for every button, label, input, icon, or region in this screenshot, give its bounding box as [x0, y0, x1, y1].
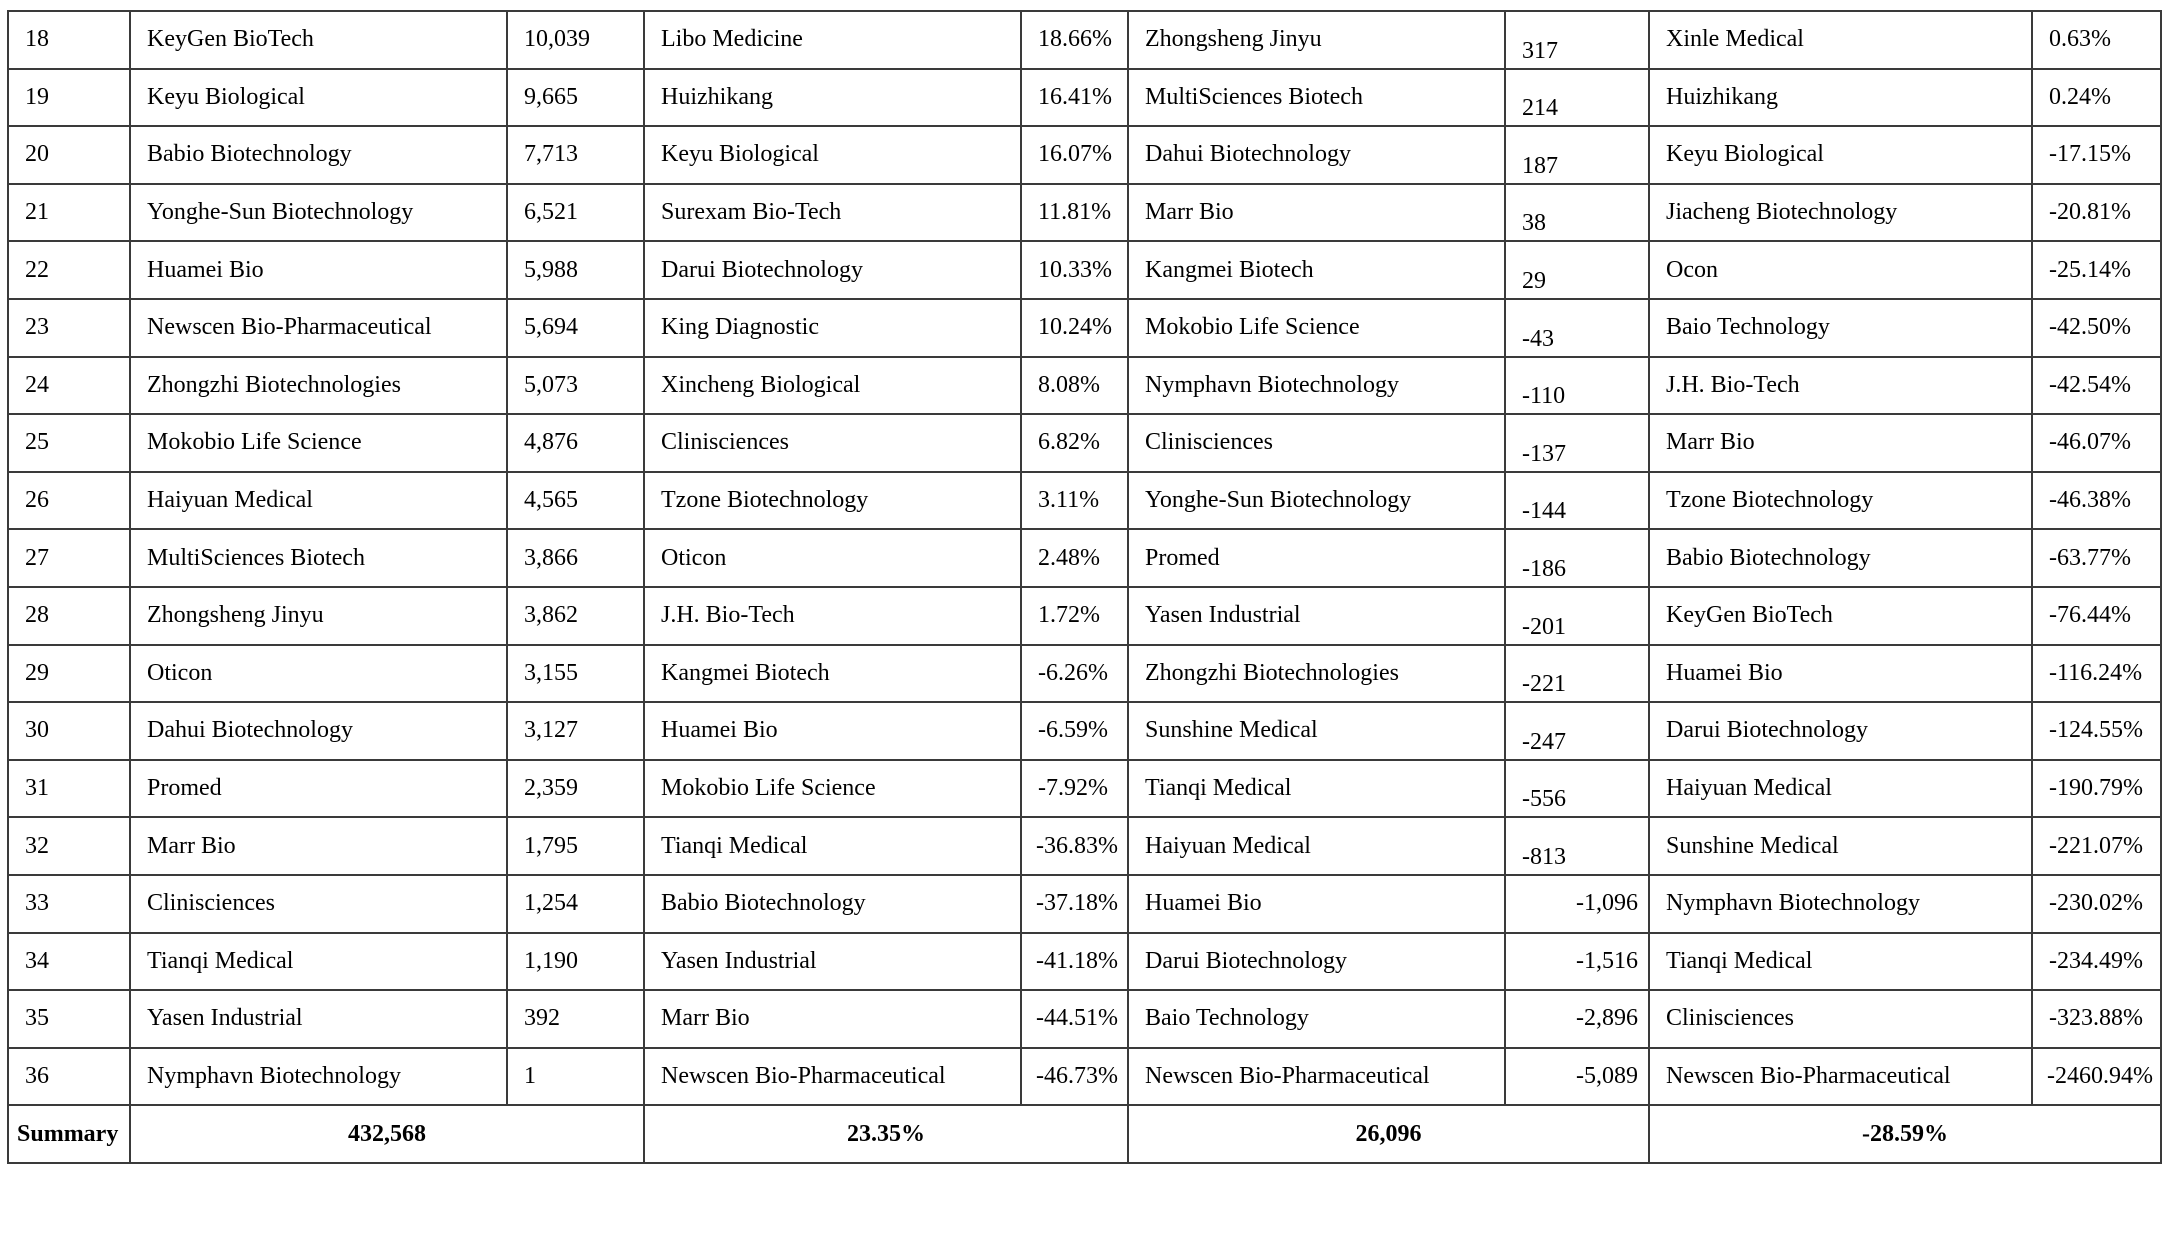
company-b-cell: Oticon — [644, 529, 1021, 587]
table-row — [8, 184, 2161, 242]
summary-total-a: 432,568 — [130, 1105, 644, 1163]
company-a-cell: Yonghe-Sun Biotechnology — [130, 184, 507, 242]
company-a-cell: KeyGen BioTech — [130, 11, 507, 69]
company-a-cell: Nymphavn Biotechnology — [130, 1048, 507, 1106]
company-d-cell: Huamei Bio — [1649, 645, 2032, 703]
table-row — [8, 472, 2161, 530]
table-row — [8, 69, 2161, 127]
company-c-cell: Baio Technology — [1128, 990, 1505, 1048]
company-b-cell: Xincheng Biological — [644, 357, 1021, 415]
pct-b-cell: -36.83% — [1021, 817, 1128, 875]
summary-total-c: 26,096 — [1128, 1105, 1649, 1163]
rank-cell: 23 — [8, 299, 130, 357]
value-a-cell: 5,073 — [507, 357, 644, 415]
value-a-cell: 3,866 — [507, 529, 644, 587]
company-d-cell: Marr Bio — [1649, 414, 2032, 472]
table-row — [8, 529, 2161, 587]
company-b-cell: J.H. Bio-Tech — [644, 587, 1021, 645]
pct-b-cell: 16.41% — [1021, 69, 1128, 127]
company-a-cell: Promed — [130, 760, 507, 818]
value-a-cell: 1,795 — [507, 817, 644, 875]
rank-cell: 19 — [8, 69, 130, 127]
table-row — [8, 990, 2161, 1048]
company-d-cell: Baio Technology — [1649, 299, 2032, 357]
company-c-cell: Newscen Bio-Pharmaceutical — [1128, 1048, 1505, 1106]
pct-d-cell: -20.81% — [2032, 184, 2161, 242]
company-d-cell: Ocon — [1649, 241, 2032, 299]
pct-d-cell: -46.38% — [2032, 472, 2161, 530]
table-row — [8, 760, 2161, 818]
pct-b-cell: 3.11% — [1021, 472, 1128, 530]
pct-d-cell: -63.77% — [2032, 529, 2161, 587]
value-c-cell: -247 — [1505, 702, 1649, 760]
company-b-cell: Marr Bio — [644, 990, 1021, 1048]
pct-d-cell: -230.02% — [2032, 875, 2161, 933]
company-c-cell: Promed — [1128, 529, 1505, 587]
company-c-cell: MultiSciences Biotech — [1128, 69, 1505, 127]
summary-label: Summary — [8, 1105, 130, 1163]
pct-b-cell: 2.48% — [1021, 529, 1128, 587]
company-a-cell: Zhongzhi Biotechnologies — [130, 357, 507, 415]
company-d-cell: Xinle Medical — [1649, 11, 2032, 69]
company-d-cell: Darui Biotechnology — [1649, 702, 2032, 760]
pct-d-cell: -124.55% — [2032, 702, 2161, 760]
rank-cell: 18 — [8, 11, 130, 69]
value-c-cell: -813 — [1505, 817, 1649, 875]
value-a-cell: 3,155 — [507, 645, 644, 703]
company-d-cell: Nymphavn Biotechnology — [1649, 875, 2032, 933]
table-row — [8, 645, 2161, 703]
value-a-cell: 3,862 — [507, 587, 644, 645]
company-b-cell: Libo Medicine — [644, 11, 1021, 69]
rank-cell: 29 — [8, 645, 130, 703]
pct-b-cell: -7.92% — [1021, 760, 1128, 818]
pct-d-cell: -76.44% — [2032, 587, 2161, 645]
company-a-cell: Haiyuan Medical — [130, 472, 507, 530]
company-c-cell: Yasen Industrial — [1128, 587, 1505, 645]
value-a-cell: 6,521 — [507, 184, 644, 242]
pct-d-cell: -190.79% — [2032, 760, 2161, 818]
table-row — [8, 1048, 2161, 1106]
value-c-cell: 29 — [1505, 241, 1649, 299]
value-c-cell: -201 — [1505, 587, 1649, 645]
company-c-cell: Tianqi Medical — [1128, 760, 1505, 818]
rank-cell: 36 — [8, 1048, 130, 1106]
company-d-cell: KeyGen BioTech — [1649, 587, 2032, 645]
table-row — [8, 587, 2161, 645]
pct-d-cell: -116.24% — [2032, 645, 2161, 703]
company-c-cell: Darui Biotechnology — [1128, 933, 1505, 991]
company-d-cell: Keyu Biological — [1649, 126, 2032, 184]
company-b-cell: Keyu Biological — [644, 126, 1021, 184]
pct-b-cell: -44.51% — [1021, 990, 1128, 1048]
value-a-cell: 5,988 — [507, 241, 644, 299]
value-a-cell: 5,694 — [507, 299, 644, 357]
value-c-cell: -556 — [1505, 760, 1649, 818]
rank-cell: 22 — [8, 241, 130, 299]
company-d-cell: Tianqi Medical — [1649, 933, 2032, 991]
pct-b-cell: -6.26% — [1021, 645, 1128, 703]
company-a-cell: Mokobio Life Science — [130, 414, 507, 472]
rank-cell: 27 — [8, 529, 130, 587]
value-c-cell: -144 — [1505, 472, 1649, 530]
summary-row — [8, 1105, 2161, 1163]
company-d-cell: Haiyuan Medical — [1649, 760, 2032, 818]
value-a-cell: 1,254 — [507, 875, 644, 933]
company-a-cell: Dahui Biotechnology — [130, 702, 507, 760]
table-row — [8, 933, 2161, 991]
table-row — [8, 126, 2161, 184]
table-row — [8, 414, 2161, 472]
pct-b-cell: 1.72% — [1021, 587, 1128, 645]
value-c-cell: 38 — [1505, 184, 1649, 242]
company-b-cell: Clinisciences — [644, 414, 1021, 472]
company-a-cell: Clinisciences — [130, 875, 507, 933]
rank-cell: 35 — [8, 990, 130, 1048]
ranking-table — [7, 10, 2162, 1164]
company-a-cell: Newscen Bio-Pharmaceutical — [130, 299, 507, 357]
table-row — [8, 11, 2161, 69]
value-c-cell: -110 — [1505, 357, 1649, 415]
company-a-cell: Yasen Industrial — [130, 990, 507, 1048]
pct-d-cell: -25.14% — [2032, 241, 2161, 299]
pct-b-cell: 11.81% — [1021, 184, 1128, 242]
table-row — [8, 875, 2161, 933]
pct-b-cell: -37.18% — [1021, 875, 1128, 933]
company-b-cell: Surexam Bio-Tech — [644, 184, 1021, 242]
company-a-cell: Oticon — [130, 645, 507, 703]
pct-b-cell: 8.08% — [1021, 357, 1128, 415]
pct-b-cell: 16.07% — [1021, 126, 1128, 184]
company-b-cell: Huizhikang — [644, 69, 1021, 127]
company-d-cell: Tzone Biotechnology — [1649, 472, 2032, 530]
company-a-cell: Babio Biotechnology — [130, 126, 507, 184]
summary-total-b: 23.35% — [644, 1105, 1128, 1163]
pct-d-cell: -2460.94% — [2032, 1048, 2161, 1106]
value-a-cell: 1,190 — [507, 933, 644, 991]
table-row — [8, 702, 2161, 760]
pct-d-cell: -42.54% — [2032, 357, 2161, 415]
value-c-cell: -221 — [1505, 645, 1649, 703]
company-d-cell: Clinisciences — [1649, 990, 2032, 1048]
company-d-cell: J.H. Bio-Tech — [1649, 357, 2032, 415]
pct-d-cell: -42.50% — [2032, 299, 2161, 357]
table-row — [8, 241, 2161, 299]
value-c-cell: -1,516 — [1505, 933, 1649, 991]
company-a-cell: Huamei Bio — [130, 241, 507, 299]
value-c-cell: -5,089 — [1505, 1048, 1649, 1106]
rank-cell: 34 — [8, 933, 130, 991]
table-row — [8, 357, 2161, 415]
company-c-cell: Marr Bio — [1128, 184, 1505, 242]
pct-d-cell: -323.88% — [2032, 990, 2161, 1048]
value-a-cell: 3,127 — [507, 702, 644, 760]
value-a-cell: 4,565 — [507, 472, 644, 530]
value-a-cell: 7,713 — [507, 126, 644, 184]
table-row — [8, 299, 2161, 357]
value-a-cell: 9,665 — [507, 69, 644, 127]
summary-total-d: -28.59% — [1649, 1105, 2161, 1163]
company-b-cell: Yasen Industrial — [644, 933, 1021, 991]
value-c-cell: 187 — [1505, 126, 1649, 184]
company-b-cell: Tzone Biotechnology — [644, 472, 1021, 530]
company-c-cell: Sunshine Medical — [1128, 702, 1505, 760]
company-c-cell: Kangmei Biotech — [1128, 241, 1505, 299]
value-c-cell: 214 — [1505, 69, 1649, 127]
company-a-cell: Tianqi Medical — [130, 933, 507, 991]
rank-cell: 20 — [8, 126, 130, 184]
pct-d-cell: -234.49% — [2032, 933, 2161, 991]
company-d-cell: Sunshine Medical — [1649, 817, 2032, 875]
value-c-cell: -2,896 — [1505, 990, 1649, 1048]
pct-b-cell: -46.73% — [1021, 1048, 1128, 1106]
company-d-cell: Huizhikang — [1649, 69, 2032, 127]
table-body — [8, 11, 2161, 1163]
pct-d-cell: 0.63% — [2032, 11, 2161, 69]
pct-b-cell: -6.59% — [1021, 702, 1128, 760]
rank-cell: 31 — [8, 760, 130, 818]
company-b-cell: Mokobio Life Science — [644, 760, 1021, 818]
company-a-cell: Zhongsheng Jinyu — [130, 587, 507, 645]
value-c-cell: -137 — [1505, 414, 1649, 472]
company-b-cell: King Diagnostic — [644, 299, 1021, 357]
company-c-cell: Huamei Bio — [1128, 875, 1505, 933]
rank-cell: 33 — [8, 875, 130, 933]
pct-b-cell: 10.33% — [1021, 241, 1128, 299]
company-d-cell: Newscen Bio-Pharmaceutical — [1649, 1048, 2032, 1106]
value-a-cell: 392 — [507, 990, 644, 1048]
value-a-cell: 4,876 — [507, 414, 644, 472]
value-a-cell: 10,039 — [507, 11, 644, 69]
company-b-cell: Newscen Bio-Pharmaceutical — [644, 1048, 1021, 1106]
company-b-cell: Kangmei Biotech — [644, 645, 1021, 703]
rank-cell: 26 — [8, 472, 130, 530]
value-a-cell: 2,359 — [507, 760, 644, 818]
company-c-cell: Dahui Biotechnology — [1128, 126, 1505, 184]
company-c-cell: Yonghe-Sun Biotechnology — [1128, 472, 1505, 530]
company-b-cell: Huamei Bio — [644, 702, 1021, 760]
rank-cell: 32 — [8, 817, 130, 875]
rank-cell: 30 — [8, 702, 130, 760]
company-c-cell: Mokobio Life Science — [1128, 299, 1505, 357]
pct-d-cell: -46.07% — [2032, 414, 2161, 472]
company-c-cell: Clinisciences — [1128, 414, 1505, 472]
value-a-cell: 1 — [507, 1048, 644, 1106]
company-b-cell: Darui Biotechnology — [644, 241, 1021, 299]
company-d-cell: Babio Biotechnology — [1649, 529, 2032, 587]
value-c-cell: 317 — [1505, 11, 1649, 69]
company-c-cell: Zhongsheng Jinyu — [1128, 11, 1505, 69]
rank-cell: 28 — [8, 587, 130, 645]
value-c-cell: -186 — [1505, 529, 1649, 587]
company-a-cell: Keyu Biological — [130, 69, 507, 127]
company-c-cell: Haiyuan Medical — [1128, 817, 1505, 875]
company-d-cell: Jiacheng Biotechnology — [1649, 184, 2032, 242]
pct-b-cell: -41.18% — [1021, 933, 1128, 991]
value-c-cell: -43 — [1505, 299, 1649, 357]
table-row — [8, 817, 2161, 875]
pct-d-cell: -17.15% — [2032, 126, 2161, 184]
company-c-cell: Zhongzhi Biotechnologies — [1128, 645, 1505, 703]
pct-b-cell: 10.24% — [1021, 299, 1128, 357]
rank-cell: 25 — [8, 414, 130, 472]
pct-d-cell: 0.24% — [2032, 69, 2161, 127]
pct-d-cell: -221.07% — [2032, 817, 2161, 875]
value-c-cell: -1,096 — [1505, 875, 1649, 933]
company-b-cell: Tianqi Medical — [644, 817, 1021, 875]
company-b-cell: Babio Biotechnology — [644, 875, 1021, 933]
pct-b-cell: 18.66% — [1021, 11, 1128, 69]
company-a-cell: MultiSciences Biotech — [130, 529, 507, 587]
company-a-cell: Marr Bio — [130, 817, 507, 875]
rank-cell: 21 — [8, 184, 130, 242]
company-c-cell: Nymphavn Biotechnology — [1128, 357, 1505, 415]
rank-cell: 24 — [8, 357, 130, 415]
pct-b-cell: 6.82% — [1021, 414, 1128, 472]
